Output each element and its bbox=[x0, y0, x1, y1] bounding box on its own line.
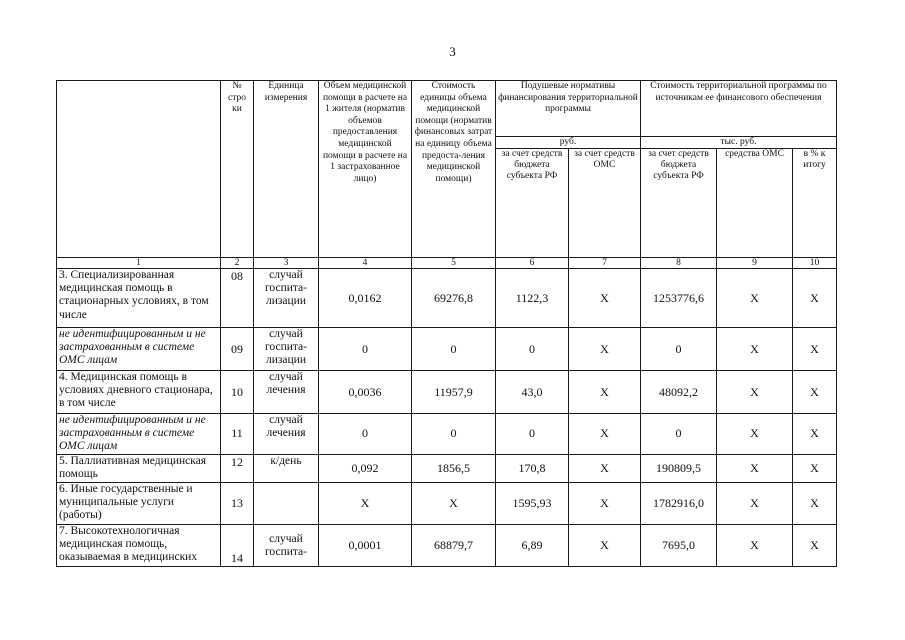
row-code: 10 bbox=[221, 371, 254, 414]
row-oms-rub: Х bbox=[569, 269, 641, 328]
column-number: 4 bbox=[319, 258, 412, 269]
header-unit-thousand-rub: тыс. руб. bbox=[641, 137, 837, 149]
column-number: 8 bbox=[641, 258, 717, 269]
row-percent-total: Х bbox=[793, 328, 837, 371]
row-unit: случай госпита-лизации bbox=[254, 328, 319, 371]
row-budget-thousand: 1253776,6 bbox=[641, 269, 717, 328]
row-percent-total: Х bbox=[793, 371, 837, 414]
territorial-program-cost-table bbox=[56, 80, 837, 567]
page-number: 3 bbox=[449, 44, 456, 59]
row-oms-rub: Х bbox=[569, 524, 641, 566]
row-budget-thousand: 7695,0 bbox=[641, 524, 717, 566]
row-oms-thousand: Х bbox=[717, 328, 793, 371]
row-budget-rub: 170,8 bbox=[496, 454, 569, 482]
column-number: 2 bbox=[221, 258, 254, 269]
row-code: 11 bbox=[221, 414, 254, 455]
row-name: 5. Паллиативная медицинская помощь bbox=[57, 454, 221, 482]
header-budget-rub: за счет средств бюджета субъекта РФ bbox=[496, 149, 569, 258]
header-unit-rub: руб. bbox=[496, 137, 641, 149]
row-budget-thousand: 0 bbox=[641, 414, 717, 455]
table-row bbox=[57, 371, 837, 414]
row-unit-cost: 11957,9 bbox=[412, 371, 496, 414]
row-budget-rub: 0 bbox=[496, 414, 569, 455]
header-unit-cost: Стоимость единицы объема медицинской помощи (норматив финансовых затрат на единицу объема предоста-ления медицинской помощи) bbox=[412, 81, 496, 258]
row-oms-rub: Х bbox=[569, 482, 641, 524]
column-number: 5 bbox=[412, 258, 496, 269]
table-row bbox=[57, 328, 837, 371]
row-budget-rub: 1122,3 bbox=[496, 269, 569, 328]
row-name: 3. Специализированная медицинская помощь в стационарных условиях, в том числе bbox=[57, 269, 221, 328]
row-name: 6. Иные государственные и муниципальные услуги (работы) bbox=[57, 482, 221, 524]
row-oms-rub: Х bbox=[569, 371, 641, 414]
row-oms-thousand: Х bbox=[717, 371, 793, 414]
column-number: 3 bbox=[254, 258, 319, 269]
row-percent-total: Х bbox=[793, 269, 837, 328]
row-oms-rub: Х bbox=[569, 414, 641, 455]
row-unit bbox=[254, 482, 319, 524]
table-row bbox=[57, 482, 837, 524]
row-volume: 0,0001 bbox=[319, 524, 412, 566]
row-code: 13 bbox=[221, 482, 254, 524]
header-oms-rub: за счет средств ОМС bbox=[569, 149, 641, 258]
header-budget-thousand: за счет средств бюджета субъекта РФ bbox=[641, 149, 717, 258]
row-budget-thousand: 1782916,0 bbox=[641, 482, 717, 524]
row-unit: случай лечения bbox=[254, 371, 319, 414]
header-per-capita-norms: Подушевые нормативы финансирования территориальной программы bbox=[496, 81, 641, 137]
row-volume: Х bbox=[319, 482, 412, 524]
row-volume: 0,0036 bbox=[319, 371, 412, 414]
row-name: 4. Медицинская помощь в условиях дневного стационара, в том числе bbox=[57, 371, 221, 414]
row-unit-cost: 68879,7 bbox=[412, 524, 496, 566]
row-volume: 0,0162 bbox=[319, 269, 412, 328]
header-col-1 bbox=[57, 81, 221, 258]
header-oms-thousand: средства ОМС bbox=[717, 149, 793, 258]
row-volume: 0 bbox=[319, 414, 412, 455]
table-row bbox=[57, 414, 837, 455]
row-name: не идентифицированным и не застрахованным в системе ОМС лицам bbox=[57, 414, 221, 455]
column-number: 1 bbox=[57, 258, 221, 269]
row-unit-cost: Х bbox=[412, 482, 496, 524]
column-number-row bbox=[57, 258, 837, 269]
row-oms-rub: Х bbox=[569, 328, 641, 371]
column-number: 7 bbox=[569, 258, 641, 269]
row-unit-cost: 69276,8 bbox=[412, 269, 496, 328]
header-unit: Единица измерения bbox=[254, 81, 319, 258]
header-volume: Объем медицинской помощи в расчете на 1 жителя (норматив объемов предоставления медицинской помощи в расчете на 1 застрахованное лицо) bbox=[319, 81, 412, 258]
row-budget-thousand: 190809,5 bbox=[641, 454, 717, 482]
row-percent-total: Х bbox=[793, 524, 837, 566]
row-budget-rub: 6,89 bbox=[496, 524, 569, 566]
row-name: 7. Высокотехнологичная медицинская помощь, оказываемая в медицинских bbox=[57, 524, 221, 566]
row-budget-rub: 0 bbox=[496, 328, 569, 371]
table-row bbox=[57, 524, 837, 566]
row-unit: случай госпита-лизации bbox=[254, 269, 319, 328]
table-row bbox=[57, 269, 837, 328]
row-budget-rub: 43,0 bbox=[496, 371, 569, 414]
row-oms-thousand: Х bbox=[717, 414, 793, 455]
header-percent-total: в % к итогу bbox=[793, 149, 837, 258]
row-name: не идентифицированным и не застрахованным в системе ОМС лицам bbox=[57, 328, 221, 371]
row-oms-rub: Х bbox=[569, 454, 641, 482]
row-budget-thousand: 48092,2 bbox=[641, 371, 717, 414]
table-row bbox=[57, 454, 837, 482]
column-number: 9 bbox=[717, 258, 793, 269]
row-code: 14 bbox=[221, 524, 254, 566]
row-code: 09 bbox=[221, 328, 254, 371]
header-row-number: № стро ки bbox=[221, 81, 254, 258]
row-volume: 0 bbox=[319, 328, 412, 371]
row-percent-total: Х bbox=[793, 414, 837, 455]
row-code: 12 bbox=[221, 454, 254, 482]
row-unit-cost: 1856,5 bbox=[412, 454, 496, 482]
row-oms-thousand: Х bbox=[717, 269, 793, 328]
row-percent-total: Х bbox=[793, 482, 837, 524]
row-budget-rub: 1595,93 bbox=[496, 482, 569, 524]
column-number: 6 bbox=[496, 258, 569, 269]
row-unit: случай лечения bbox=[254, 414, 319, 455]
row-unit: к/день bbox=[254, 454, 319, 482]
row-unit-cost: 0 bbox=[412, 328, 496, 371]
row-unit-cost: 0 bbox=[412, 414, 496, 455]
row-code: 08 bbox=[221, 269, 254, 328]
row-volume: 0,092 bbox=[319, 454, 412, 482]
header-program-cost: Стоимость территориальной программы по источникам ее финансового обеспечения bbox=[641, 81, 837, 137]
row-oms-thousand: Х bbox=[717, 482, 793, 524]
row-oms-thousand: Х bbox=[717, 524, 793, 566]
column-number: 10 bbox=[793, 258, 837, 269]
row-oms-thousand: Х bbox=[717, 454, 793, 482]
row-unit: случай госпита- bbox=[254, 524, 319, 566]
row-budget-thousand: 0 bbox=[641, 328, 717, 371]
row-percent-total: Х bbox=[793, 454, 837, 482]
